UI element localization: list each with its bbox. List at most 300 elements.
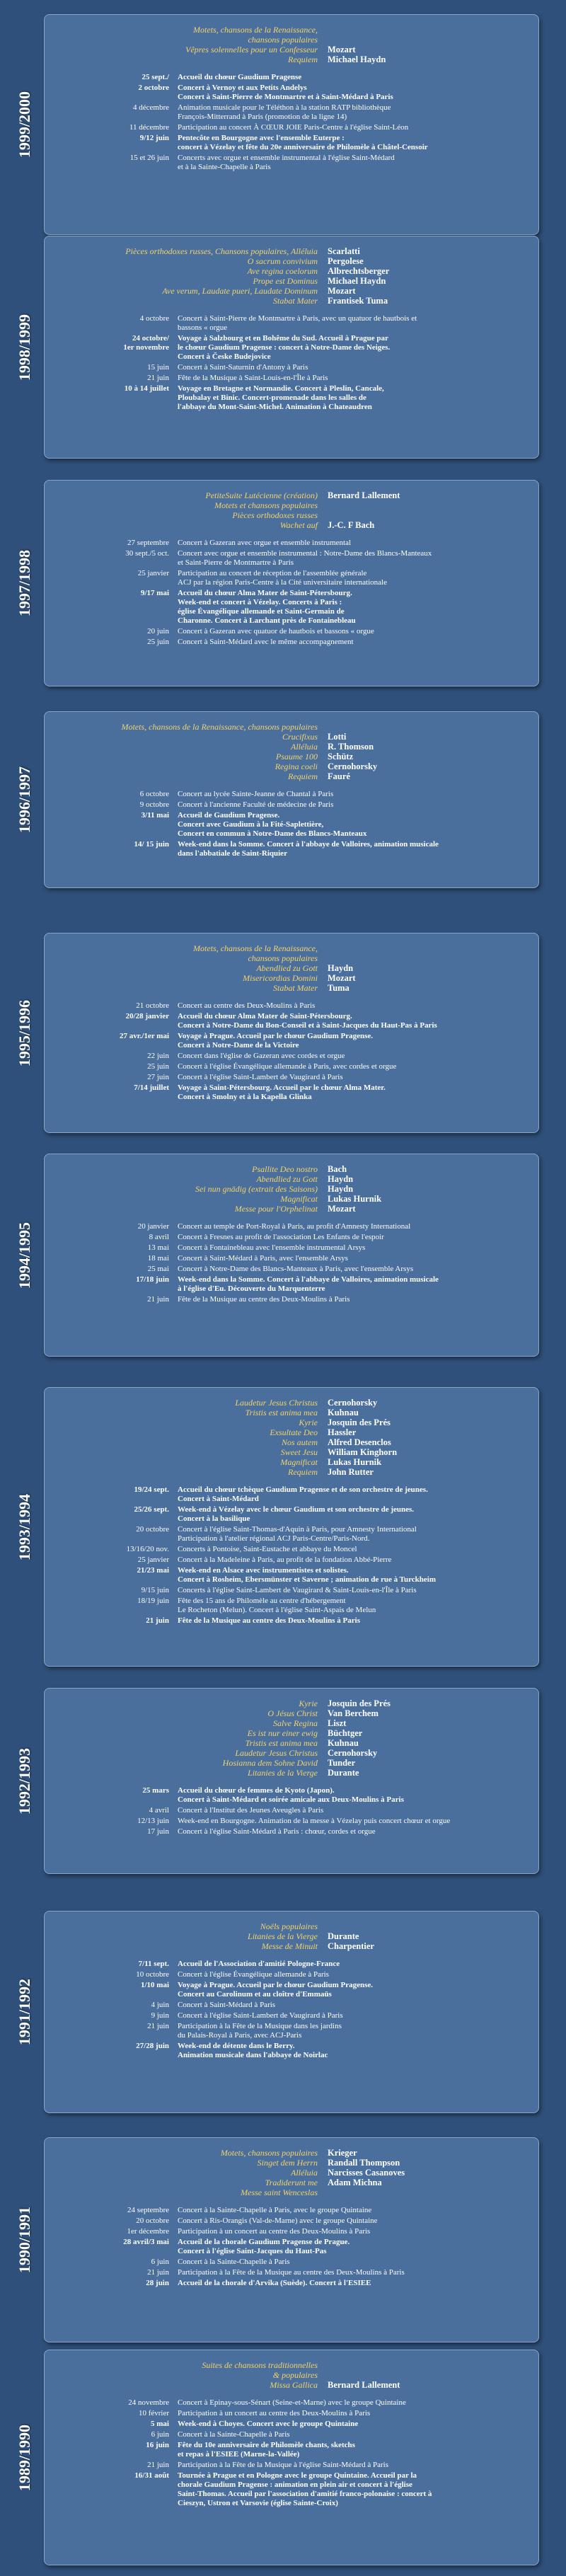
work-title: Regina coeli bbox=[275, 761, 318, 771]
event-date: 6 juin bbox=[151, 2258, 169, 2266]
event-description: Concert à Gazeran avec quatuor de hautbois et bassons « orgue bbox=[178, 627, 374, 636]
work-composer bbox=[328, 35, 527, 45]
season-year-tab bbox=[13, 711, 37, 888]
event-description: Voyage à Prague. Accueil par le chœur Gaudium Pragense. Concert à Notre-Dame de la Victoire bbox=[178, 1032, 374, 1050]
work-composer bbox=[328, 1921, 527, 1931]
events-list bbox=[56, 539, 527, 647]
event-description: Accueil du chœur Alma Mater de Saint-Pétersbourg. Week-end et concert à Vézelay. Concerts à Paris : église Évangélique allemande et Saint-Germain de Charonne. Concert à Larchant près de Fontainebleau bbox=[178, 589, 356, 625]
season-year-tab bbox=[13, 933, 37, 1133]
event-description: Week-end dans la Somme. Concert à l'abbaye de Valloires, animation musicale à l'église d'Eu. Découverte du Marquenterre bbox=[178, 1275, 439, 1293]
event-description: Concert à Saint-Saturnin d'Antony à Paris bbox=[178, 363, 308, 372]
work-title: Exsultate Deo bbox=[270, 1427, 318, 1437]
work-title: Pièces orthodoxes russes bbox=[232, 510, 318, 520]
repertoire-list bbox=[56, 1698, 527, 1778]
season-year: 1990/1991 bbox=[16, 2206, 33, 2274]
events-list bbox=[56, 2206, 527, 2288]
work-title: Salve Regina bbox=[273, 1718, 318, 1728]
event-date: 9 juin bbox=[151, 2011, 169, 2020]
event-description: Concert à la Sainte-Chapelle à Paris, avec le groupe Quintaine bbox=[178, 2206, 372, 2214]
event-description: Participation à la Fête de la Musique dans les jardins du Palais-Royal à Paris, avec ACJ-Paris bbox=[178, 2022, 342, 2040]
event-date: 16/31 août bbox=[134, 2471, 169, 2480]
event-date: 19/24 sept. bbox=[134, 1485, 169, 1494]
event-date: 10 février bbox=[138, 2409, 169, 2417]
work-composer: Pergolese bbox=[328, 256, 364, 266]
event-description: Accueil de la chorale d'Arvika (Suède). Concert à l'ESIEE bbox=[178, 2279, 371, 2287]
season-panel bbox=[44, 2137, 539, 2342]
season-panel bbox=[44, 1911, 539, 2113]
event-date: 6 juin bbox=[151, 2430, 169, 2439]
event-date: 21 octobre bbox=[136, 1001, 169, 1010]
work-title: Ave verum, Laudate pueri, Laudate Dominum bbox=[162, 286, 318, 296]
event-description: Accueil du chœur de femmes de Kyoto (Japon). Concert à Saint-Médard et soirée amicale aux Deux-Moulins à Paris bbox=[178, 1786, 404, 1804]
work-title: Es ist nur einer ewig bbox=[247, 1728, 318, 1738]
season-year: 1994/1995 bbox=[16, 1221, 33, 1289]
event-date: 4 octobre bbox=[139, 314, 169, 323]
work-composer: Liszt bbox=[328, 1718, 347, 1728]
event-description: Voyage à Salzbourg et en Bohême du Sud. Accueil à Prague par le chœur Gaudium Pragense : concert à Notre-Dame des Neiges. Concert à Česke Budejovice bbox=[178, 334, 391, 361]
work-title: Messe pour l'Orphelinat bbox=[234, 1204, 318, 1214]
event-description: Fête des 15 ans de Philomèle au centre d'hébergement Le Rocheton (Melun). Concert à l'église Saint-Aspais de Melun bbox=[178, 1597, 376, 1614]
season-panel bbox=[44, 933, 539, 1133]
event-description: Concert à Fresnes au profit de l'association Les Enfants de l'espoir bbox=[178, 1233, 384, 1241]
event-description: Voyage à Prague. Accueil par le chœur Gaudium Pragense. Concert au Carolinum et au cloître d'Emmaüs bbox=[178, 1981, 374, 1999]
event-date: 7/14 juillet bbox=[134, 1083, 169, 1092]
event-description: Participation au concert de réception de l'assemblée générale ACJ par la région Paris-Centre à la Cité universitaire internationale bbox=[178, 569, 387, 587]
event-description: Concert à Fontainebleau avec l'ensemble instrumental Arsys bbox=[178, 1243, 366, 1252]
event-description: Fête de la Musique à Saint-Louis-en-l'Île à Paris bbox=[178, 374, 328, 382]
season-panel bbox=[44, 1154, 539, 1357]
season-year-tab bbox=[13, 1911, 37, 2113]
event-date: 21 juin bbox=[147, 2268, 169, 2277]
event-description: Concert à la Sainte-Chapelle à Paris bbox=[178, 2430, 290, 2439]
work-title: Stabat Mater bbox=[273, 296, 318, 306]
event-description: Concert au temple de Port-Royal à Paris, au profit d'Amnesty International bbox=[178, 1222, 411, 1231]
work-composer: Lukas Hurnik bbox=[328, 1457, 382, 1467]
season-panel bbox=[44, 2350, 539, 2565]
work-title: Litanies de la Vierge bbox=[248, 1768, 318, 1778]
work-composer: Durante bbox=[328, 1768, 359, 1778]
event-description: Concert à Epinay-sous-Sénart (Seine-et-Marne) avec le groupe Quintaine bbox=[178, 2398, 406, 2407]
work-composer: Kuhnau bbox=[328, 1738, 359, 1748]
season-year: 1992/1993 bbox=[16, 1747, 33, 1815]
work-composer: Cernohorsky bbox=[328, 761, 378, 771]
season-panel bbox=[44, 14, 539, 235]
work-composer: Tunder bbox=[328, 1758, 356, 1768]
work-composer: Adam Michna bbox=[328, 2178, 382, 2187]
work-composer: Josquin des Prés bbox=[328, 1418, 391, 1427]
work-title: Motets, chansons de la Renaissance, bbox=[193, 943, 318, 953]
work-composer: Kuhnau bbox=[328, 1408, 359, 1418]
event-date: 3/11 mai bbox=[141, 811, 169, 820]
work-composer: Josquin des Prés bbox=[328, 1698, 391, 1708]
event-description: Concert au centre des Deux-Moulins à Paris bbox=[178, 1001, 316, 1010]
event-description: Concert à Ris-Orangis (Val-de-Marne) avec le groupe Quintaine bbox=[178, 2216, 378, 2225]
work-composer: John Rutter bbox=[328, 1467, 374, 1477]
work-composer: Bach bbox=[328, 1164, 347, 1174]
event-date: 10 à 14 juillet bbox=[124, 384, 169, 393]
event-date: 27 juin bbox=[147, 1073, 169, 1081]
season-year-tab bbox=[13, 236, 37, 459]
event-description: Accueil de la chorale Gaudium Pragense de Prague. Concert à l'église Saint-Jacques du Haut-Pas bbox=[178, 2238, 350, 2255]
work-composer: Alfred Desenclos bbox=[328, 1437, 391, 1447]
event-date: 9/12 juin bbox=[139, 134, 169, 142]
repertoire-list bbox=[56, 2360, 527, 2390]
work-title: Vêpres solennelles pour un Confesseur bbox=[185, 45, 318, 54]
event-description: Concert dans l'église de Gazeran avec cordes et orgue bbox=[178, 1052, 345, 1060]
events-list bbox=[56, 1222, 527, 1304]
event-date: 27 septembre bbox=[127, 539, 169, 547]
events-list bbox=[56, 1001, 527, 1102]
event-date: 25 janvier bbox=[137, 569, 169, 577]
repertoire-list bbox=[56, 246, 527, 306]
event-description: Week-end de détente dans le Berry. Animation musicale dans l'abbaye de Noirlac bbox=[178, 2042, 328, 2059]
work-composer: Lukas Hurnik bbox=[328, 1194, 382, 1204]
event-date: 28 avril/3 mai bbox=[123, 2238, 169, 2246]
work-title: Requiem bbox=[288, 1467, 318, 1477]
work-composer: Krieger bbox=[328, 2148, 357, 2158]
event-date: 25 juin bbox=[147, 638, 169, 646]
work-title: Nos autem bbox=[282, 1437, 318, 1447]
event-date: 24 novembre bbox=[128, 2398, 169, 2407]
work-title: Abendlied zu Gott bbox=[256, 1174, 318, 1184]
event-description: Week-end dans la Somme. Concert à l'abbaye de Valloires, animation musicale dans l'abbatiale de Saint-Riquier bbox=[178, 840, 439, 858]
work-composer: Frantisek Tuma bbox=[328, 296, 388, 306]
work-title: Motets, chansons populaires bbox=[220, 2148, 318, 2158]
event-date: 20 juin bbox=[147, 627, 169, 636]
work-title: Magnificat bbox=[280, 1194, 318, 1204]
work-title: Alléluia bbox=[291, 2168, 318, 2178]
event-description: Concert à Saint-Pierre de Montmartre à Paris, avec un quatuor de hautbois et bassons « orgue bbox=[178, 314, 417, 332]
season-year: 1997/1998 bbox=[16, 549, 33, 617]
event-description: Concert à la Madeleine à Paris, au profit de la fondation Abbé-Pierre bbox=[178, 1556, 392, 1564]
season-year-tab bbox=[13, 480, 37, 686]
events-list bbox=[56, 314, 527, 412]
events-list bbox=[56, 2398, 527, 2508]
work-title: O Jésus Christ bbox=[267, 1708, 318, 1718]
work-composer: Bernard Lallement bbox=[328, 2380, 400, 2390]
event-date: 6 octobre bbox=[139, 790, 169, 798]
work-title: Singet dem Herrn bbox=[257, 2158, 318, 2168]
event-date: 21 juin bbox=[147, 2461, 169, 2469]
event-date: 17/18 juin bbox=[136, 1275, 169, 1284]
work-composer bbox=[328, 510, 527, 520]
season-year-tab bbox=[13, 14, 37, 235]
event-description: Concert au lycée Sainte-Jeanne de Chantal à Paris bbox=[178, 790, 334, 798]
event-date: 18 mai bbox=[147, 1254, 169, 1263]
event-date: 28 juin bbox=[146, 2279, 169, 2287]
work-composer: Michael Haydn bbox=[328, 54, 386, 64]
event-date: 5 mai bbox=[151, 2420, 169, 2428]
work-title: Wachet auf bbox=[279, 520, 318, 530]
work-title: Stabat Mater bbox=[273, 983, 318, 993]
event-description: Week-end à Choyes. Concert avec le groupe Quintaine bbox=[178, 2420, 359, 2428]
season-panel bbox=[44, 1688, 539, 1874]
event-date: 1er décembre bbox=[127, 2227, 169, 2236]
work-title: Motets, chansons de la Renaissance, bbox=[193, 25, 318, 35]
work-title: Prope est Dominus bbox=[253, 276, 318, 286]
event-date: 25 mai bbox=[147, 1265, 169, 1273]
event-description: Accueil de Gaudium Pragense. Concert avec Gaudium à la Fité-Saplettière, Concert en commun à Notre-Dame des Blancs-Manteaux bbox=[178, 811, 367, 838]
work-composer: J.-C. F Bach bbox=[328, 520, 375, 530]
work-title: Alléluia bbox=[291, 742, 318, 752]
work-composer bbox=[328, 722, 527, 732]
event-date: 8 avril bbox=[149, 1233, 169, 1241]
event-date: 10 octobre bbox=[136, 1970, 169, 1979]
event-description: Week-end à Vézelay avec le chœur Gaudium et son orchestre de jeunes. Concert à la basilique bbox=[178, 1505, 415, 1523]
season-year: 1999/2000 bbox=[16, 91, 33, 159]
work-title: Hosianna dem Sohne David bbox=[222, 1758, 318, 1768]
work-composer: Cernohorsky bbox=[328, 1748, 378, 1758]
event-description: Week-end en Alsace avec instrumentistes et solistes. Concert à Rosheim, Ebersmünster et Saverne ; animation de rue à Turckheim bbox=[178, 1566, 437, 1584]
event-description: Participation à la Fête de la Musique à l'église Saint-Médard à Paris bbox=[178, 2461, 388, 2469]
event-description: Concerts à Pontoise, Saint-Eustache et abbaye du Moncel bbox=[178, 1545, 357, 1553]
events-list bbox=[56, 1960, 527, 2060]
event-date: 25 mars bbox=[142, 1786, 169, 1795]
season-panel bbox=[44, 1387, 539, 1667]
work-title: Requiem bbox=[288, 771, 318, 781]
event-date: 4 juin bbox=[151, 2001, 169, 2009]
work-title: Laudetur Jesus Christus bbox=[235, 1398, 318, 1408]
work-title: Litanies de la Vierge bbox=[248, 1931, 318, 1941]
event-date: 25 juin bbox=[147, 1062, 169, 1071]
work-title: Suites de chansons traditionnelles bbox=[202, 2360, 318, 2370]
event-description: Participation à un concert au centre des Deux-Moulins à Paris bbox=[178, 2227, 371, 2236]
event-description: Voyage à Saint-Pétersbourg. Accueil par le chœur Alma Mater. Concert à Smolny et à la Kapella Glinka bbox=[178, 1083, 386, 1101]
work-title: Sei nun gnädig (extrait des Saisons) bbox=[195, 1184, 318, 1194]
repertoire-list bbox=[56, 722, 527, 781]
event-date: 16 juin bbox=[146, 2441, 169, 2449]
work-title: chansons populaires bbox=[248, 953, 318, 963]
work-composer: Mozart bbox=[328, 973, 356, 983]
event-date: 9/15 juin bbox=[141, 1586, 169, 1594]
work-title: Kyrie bbox=[299, 1418, 318, 1427]
work-title: O sacrum convivium bbox=[247, 256, 318, 266]
event-date: 9/17 mai bbox=[140, 589, 169, 597]
work-composer bbox=[328, 2360, 527, 2370]
event-date: 2 octobre bbox=[138, 84, 169, 92]
season-year: 1996/1997 bbox=[16, 766, 33, 834]
work-title: Ave regina coelorum bbox=[247, 266, 318, 276]
work-composer: Michael Haydn bbox=[328, 276, 386, 286]
event-description: Concert à l'église Saint-Thomas-d'Aquin à Paris, pour Amnesty International Participation à l'atelier régional ACJ Paris-Centre/Paris-Nord. bbox=[178, 1525, 417, 1543]
event-description: Concert à Saint-Médard à Paris, avec l'ensemble Arsys bbox=[178, 1254, 348, 1263]
season-year: 1995/1996 bbox=[16, 999, 33, 1066]
event-description: Concert à l'église Saint-Lambert de Vaugirard à Paris bbox=[178, 2011, 343, 2020]
work-title: Requiem bbox=[288, 54, 318, 64]
event-date: 27/28 juin bbox=[136, 2042, 169, 2050]
work-title: Missa Gallica bbox=[270, 2380, 318, 2390]
work-composer: William Kinghorn bbox=[328, 1447, 398, 1457]
work-composer bbox=[328, 500, 527, 510]
work-composer: Mozart bbox=[328, 1204, 356, 1214]
work-title: Abendlied zu Gott bbox=[256, 963, 318, 973]
season-year-tab bbox=[13, 1387, 37, 1667]
event-description: Fête du 10e anniversaire de Philomèle chants, sketchs et repas à l'ESIEE (Marne-la-Vallée) bbox=[178, 2441, 355, 2459]
event-date: 27 avr./1er mai bbox=[120, 1032, 169, 1040]
season-year: 1991/1992 bbox=[16, 1978, 33, 2046]
event-description: Week-end en Bourgogne. Animation de la messe à Vézelay puis concert chœur et orgue bbox=[178, 1817, 451, 1825]
work-composer: Haydn bbox=[328, 1174, 354, 1184]
work-title: Tristis est anima mea bbox=[245, 1408, 318, 1418]
event-date: 13/16/20 nov. bbox=[126, 1545, 169, 1553]
work-composer: Büchtger bbox=[328, 1728, 363, 1738]
work-composer: Narcisses Casanoves bbox=[328, 2168, 405, 2178]
work-title: Messe de Minuit bbox=[261, 1941, 318, 1951]
event-date: 25 sept./ bbox=[142, 73, 169, 81]
event-description: Concert à l'église Évangélique allemande à Paris bbox=[178, 1970, 329, 1979]
event-date: 4 avril bbox=[149, 1806, 169, 1815]
event-description: Voyage en Bretagne et Normandie. Concert à Pleslin, Cancale, Ploubalay et Binic. Concert-promenade dans les salles de l'abbaye du Mont-Saint-Michel. Animation à Chateaudren bbox=[178, 384, 384, 411]
event-date: 20 janvier bbox=[137, 1222, 169, 1231]
season-year-tab bbox=[13, 1688, 37, 1874]
work-composer: Mozart bbox=[328, 45, 356, 54]
work-title: Pièces orthodoxes russes, Chansons populaires, Alléluia bbox=[125, 246, 318, 256]
work-title: Tradiderunt me bbox=[265, 2178, 318, 2187]
work-composer: Scarlatti bbox=[328, 246, 360, 256]
event-date: 21 juin bbox=[147, 374, 169, 382]
event-description: Concerts avec orgue et ensemble instrumental à l'église Saint-Médard et à la Sainte-Chapelle à Paris bbox=[178, 154, 395, 171]
event-date: 14/ 15 juin bbox=[134, 840, 169, 849]
work-title: & populaires bbox=[272, 2370, 318, 2380]
event-date: 21/23 mai bbox=[137, 1566, 169, 1575]
work-title: Motets et chansons populaires bbox=[214, 500, 318, 510]
event-description: Tournée à Prague et en Pologne avec le groupe Quintaine. Accueil par la chorale Gaudium Pragense : animation en plein air et concert à l'église Saint-Thomas. Accueil par l'association d'amitié franco-polonaise : concert à Cieszyn, Ustron et Varsovie (église Sainte-Croix) bbox=[178, 2471, 432, 2507]
event-date: 21 juin bbox=[147, 2022, 169, 2030]
season-year-tab bbox=[13, 2137, 37, 2342]
event-date: 21 juin bbox=[147, 1295, 169, 1304]
event-description: Participation à la Fête de la Musique au centre des Deux-Moulins à Paris bbox=[178, 2268, 405, 2277]
work-composer: Cernohorsky bbox=[328, 1398, 378, 1408]
event-description: Concert à Notre-Dame des Blancs-Manteaux à Paris, avec l'ensemble Arsys bbox=[178, 1265, 414, 1273]
events-list bbox=[56, 1485, 527, 1626]
event-description: Concert à l'église Évangélique allemande à Paris, avec cordes et orgue bbox=[178, 1062, 397, 1071]
work-composer: Charpentier bbox=[328, 1941, 374, 1951]
work-title: Noëls populaires bbox=[260, 1921, 318, 1931]
work-title: Psallite Deo nostro bbox=[252, 1164, 318, 1174]
event-date: 13 mai bbox=[147, 1243, 169, 1252]
event-date: 7/11 sept. bbox=[138, 1960, 169, 1968]
repertoire-list bbox=[56, 490, 527, 530]
event-description: Fête de la Musique au centre des Deux-Moulins à Paris bbox=[178, 1616, 360, 1625]
work-title: Laudetur Jesus Christus bbox=[235, 1748, 318, 1758]
events-list bbox=[56, 73, 527, 172]
event-description: Participation à un concert au centre des Deux-Moulins à Paris bbox=[178, 2409, 371, 2417]
work-composer bbox=[328, 953, 527, 963]
event-date: 25 janvier bbox=[137, 1556, 169, 1564]
work-composer: Lotti bbox=[328, 732, 347, 742]
event-description: Fête de la Musique au centre des Deux-Moulins à Paris bbox=[178, 1295, 350, 1304]
season-year-tab bbox=[13, 1154, 37, 1357]
event-date: 4 décembre bbox=[133, 103, 169, 112]
repertoire-list bbox=[56, 1398, 527, 1477]
event-date: 20/28 janvier bbox=[125, 1012, 169, 1020]
work-composer: R. Thomson bbox=[328, 742, 374, 752]
work-composer: Fauré bbox=[328, 771, 350, 781]
event-description: Concert à Gazeran avec orgue et ensemble instrumental bbox=[178, 539, 352, 547]
event-date: 12/13 juin bbox=[137, 1817, 169, 1825]
event-description: Concert à Vernoy et aux Petits Andelys Concert à Saint-Pierre de Montmartre et à Saint-Médard à Paris bbox=[178, 84, 393, 101]
work-title: Psaume 100 bbox=[276, 752, 318, 761]
event-date: 20 octobre bbox=[136, 1525, 169, 1534]
season-year: 1989/1990 bbox=[16, 2424, 33, 2491]
event-date: 24 septembre bbox=[127, 2206, 169, 2214]
work-title: Sweet Jesu bbox=[280, 1447, 318, 1457]
repertoire-list bbox=[56, 2148, 527, 2197]
event-description: Accueil du chœur Gaudium Pragense bbox=[178, 73, 302, 81]
event-date: 30 sept./5 oct. bbox=[125, 549, 169, 558]
event-description: Concert à l'ancienne Faculté de médecine de Paris bbox=[178, 800, 334, 809]
work-composer bbox=[328, 25, 527, 35]
event-description: Concert à la Sainte-Chapelle à Paris bbox=[178, 2258, 290, 2266]
repertoire-list bbox=[56, 943, 527, 993]
work-composer: Haydn bbox=[328, 963, 354, 973]
event-date: 22 juin bbox=[147, 1052, 169, 1060]
event-date: 17 juin bbox=[147, 1827, 169, 1836]
event-description: Accueil du chœur tchèque Gaudium Pragense et de son orchestre de jeunes. Concert à Saint-Médard bbox=[178, 1485, 428, 1503]
work-composer: Bernard Lallement bbox=[328, 490, 400, 500]
work-composer bbox=[328, 2370, 527, 2380]
events-list bbox=[56, 1786, 527, 1836]
event-date: 15 et 26 juin bbox=[129, 154, 169, 162]
event-description: Concert à l'Institut des Jeunes Aveugles à Paris bbox=[178, 1806, 324, 1815]
work-composer: Durante bbox=[328, 1931, 359, 1941]
season-year: 1998/1999 bbox=[16, 314, 33, 381]
event-description: Concert à Saint-Médard à Paris bbox=[178, 2001, 276, 2009]
event-description: Accueil du chœur Alma Mater de Saint-Pétersbourg. Concert à Notre-Dame du Bon-Conseil et à Saint-Jacques du Haut-Pas à Paris bbox=[178, 1012, 437, 1030]
season-panel bbox=[44, 711, 539, 888]
event-description: Concerts à l'église Saint-Lambert de Vaugirard & Saint-Louis-en-l'Île à Paris bbox=[178, 1586, 417, 1594]
work-title: PetiteSuite Lutécienne (création) bbox=[205, 490, 318, 500]
work-title: chansons populaires bbox=[248, 35, 318, 45]
work-composer: Tuma bbox=[328, 983, 350, 993]
event-date: 20 octobre bbox=[136, 2216, 169, 2225]
event-date: 11 décembre bbox=[129, 123, 169, 132]
event-date: 25/26 sept. bbox=[134, 1505, 169, 1514]
event-date: 1/10 mai bbox=[140, 1981, 169, 1989]
season-year-tab bbox=[13, 2350, 37, 2565]
event-description: Concert avec orgue et ensemble instrumental : Notre-Dame des Blancs-Manteaux et Saint-Pierre de Montmartre à Paris bbox=[178, 549, 432, 567]
work-title: Messe saint Wenceslas bbox=[241, 2187, 318, 2197]
work-composer: Van Berchem bbox=[328, 1708, 379, 1718]
work-title: Kyrie bbox=[299, 1698, 318, 1708]
event-date: 18/19 juin bbox=[137, 1597, 169, 1605]
work-title: Tristis est anima mea bbox=[245, 1738, 318, 1748]
work-composer bbox=[328, 943, 527, 953]
repertoire-list bbox=[56, 25, 527, 64]
work-composer: Mozart bbox=[328, 286, 356, 296]
event-description: Concert à Saint-Médard avec le même accompagnement bbox=[178, 638, 354, 646]
event-description: Animation musicale pour le Téléthon à la station RATP bibliothèque François-Mitterrand à Paris (promotion de la ligne 14) bbox=[178, 103, 391, 121]
work-title: Magnificat bbox=[280, 1457, 318, 1467]
season-panel bbox=[44, 480, 539, 686]
work-composer: Randall Thompson bbox=[328, 2158, 400, 2168]
season-year: 1993/1994 bbox=[16, 1493, 33, 1560]
repertoire-list bbox=[56, 1164, 527, 1214]
work-title: Motets, chansons de la Renaissance, chansons populaires bbox=[121, 722, 318, 732]
event-date: 15 juin bbox=[147, 363, 169, 372]
event-description: Concert à l'église Saint-Médard à Paris : chœur, cordes et orgue bbox=[178, 1827, 376, 1836]
work-composer: Haydn bbox=[328, 1184, 354, 1194]
event-description: Participation au concert À CŒUR JOIE Paris-Centre à l'église Saint-Léon bbox=[178, 123, 409, 132]
event-date: 24 octobre/ 1er novembre bbox=[123, 334, 169, 352]
repertoire-list bbox=[56, 1921, 527, 1951]
event-date: 21 juin bbox=[146, 1616, 169, 1625]
work-composer: Schütz bbox=[328, 752, 354, 761]
season-panel bbox=[44, 236, 539, 459]
event-description: Accueil de l'Association d'amitié Pologne-France bbox=[178, 1960, 340, 1968]
event-date: 9 octobre bbox=[139, 800, 169, 809]
work-title: Crucifixus bbox=[282, 732, 318, 742]
